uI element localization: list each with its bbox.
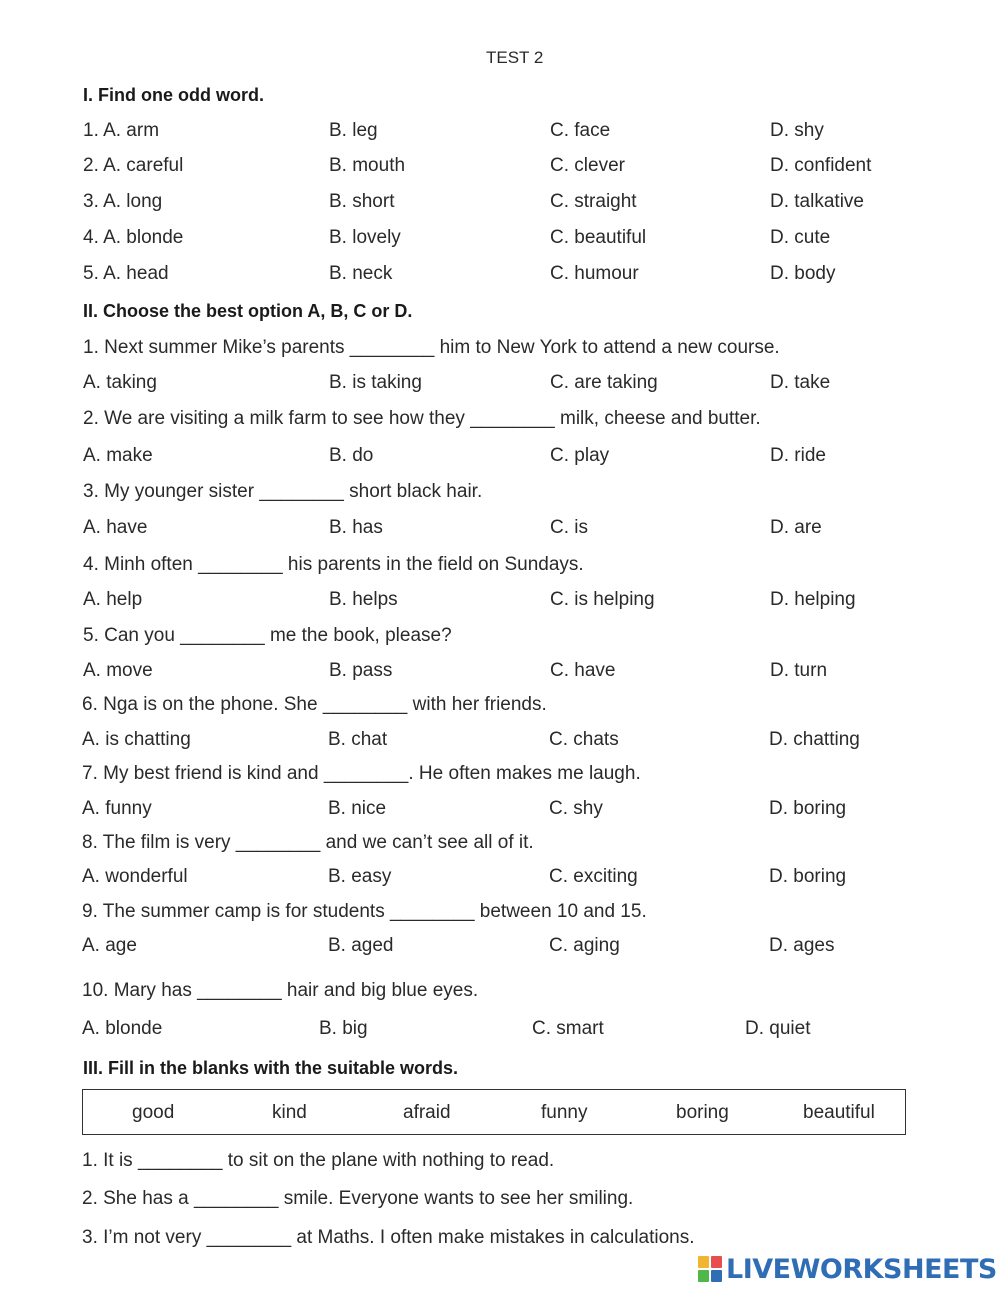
s1-q1-b: B. leg [329, 120, 378, 141]
s2-q7-a[interactable]: A. funny [82, 798, 152, 819]
s1-q3-a: 3. A. long [83, 191, 163, 212]
word-bank-item: boring [676, 1102, 729, 1123]
section-2-heading: II. Choose the best option A, B, C or D. [83, 301, 413, 321]
s1-q3-c: C. straight [550, 191, 637, 212]
s2-q8-text: 8. The film is very ________ and we can’t see all of it. [82, 832, 534, 853]
s2-q3-b[interactable]: B. has [329, 517, 383, 538]
s2-q1-a[interactable]: A. taking [83, 372, 157, 393]
s2-q5-a[interactable]: A. move [83, 660, 153, 681]
s2-q7-text: 7. My best friend is kind and ________. He often makes me laugh. [82, 763, 641, 784]
s1-q5-a: 5. A. head [83, 263, 169, 284]
s2-q9-b[interactable]: B. aged [328, 935, 394, 956]
s3-sentence-3: 3. I’m not very ________ at Maths. I often make mistakes in calculations. [82, 1227, 695, 1248]
s2-q4-a[interactable]: A. help [83, 589, 143, 610]
s1-q5-c: C. humour [550, 263, 639, 284]
logo-grid-icon [698, 1256, 722, 1282]
section-3-heading: III. Fill in the blanks with the suitable words. [83, 1058, 459, 1078]
s1-q1-a: 1. A. arm [83, 120, 160, 141]
s2-q1-c[interactable]: C. are taking [550, 372, 658, 393]
s2-q7-c[interactable]: C. shy [549, 798, 603, 819]
s2-q6-d[interactable]: D. chatting [769, 729, 860, 750]
s1-q4-c: C. beautiful [550, 227, 647, 248]
s2-q3-c[interactable]: C. is [550, 517, 588, 538]
s2-q4-d[interactable]: D. helping [770, 589, 856, 610]
s2-q10-c[interactable]: C. smart [532, 1018, 604, 1039]
word-bank-item: beautiful [803, 1102, 875, 1123]
s3-sentence-2: 2. She has a ________ smile. Everyone wants to see her smiling. [82, 1188, 634, 1209]
s2-q6-a[interactable]: A. is chatting [82, 729, 191, 750]
s3-sentence-1: 1. It is ________ to sit on the plane with nothing to read. [82, 1150, 555, 1171]
s2-q7-b[interactable]: B. nice [328, 798, 387, 819]
s2-q2-b[interactable]: B. do [329, 445, 374, 466]
s1-q3-b: B. short [329, 191, 395, 212]
s2-q6-b[interactable]: B. chat [328, 729, 388, 750]
s2-q8-c[interactable]: C. exciting [549, 866, 638, 887]
s2-q2-text: 2. We are visiting a milk farm to see how they ________ milk, cheese and butter. [83, 408, 761, 429]
s2-q10-text: 10. Mary has ________ hair and big blue eyes. [82, 980, 479, 1001]
logo-square [711, 1270, 722, 1282]
s1-q5-b: B. neck [329, 263, 393, 284]
s1-q5-d: D. body [770, 263, 836, 284]
s2-q9-d[interactable]: D. ages [769, 935, 835, 956]
s2-q2-c[interactable]: C. play [550, 445, 610, 466]
s2-q6-c[interactable]: C. chats [549, 729, 619, 750]
s2-q8-b[interactable]: B. easy [328, 866, 392, 887]
s1-q3-d: D. talkative [770, 191, 864, 212]
s2-q2-a[interactable]: A. make [83, 445, 153, 466]
s2-q5-c[interactable]: C. have [550, 660, 616, 681]
word-bank-item: afraid [403, 1102, 451, 1123]
s2-q1-b[interactable]: B. is taking [329, 372, 422, 393]
s2-q10-a[interactable]: A. blonde [82, 1018, 163, 1039]
liveworksheets-logo [698, 1253, 997, 1285]
section-1-heading: I. Find one odd word. [83, 85, 264, 105]
s2-q8-d[interactable]: D. boring [769, 866, 847, 887]
s2-q4-text: 4. Minh often ________ his parents in the field on Sundays. [83, 554, 584, 575]
s2-q3-a[interactable]: A. have [83, 517, 148, 538]
word-bank-item: kind [272, 1102, 307, 1123]
s2-q5-d[interactable]: D. turn [770, 660, 828, 681]
s2-q10-d[interactable]: D. quiet [745, 1018, 811, 1039]
logo-square [711, 1256, 722, 1268]
s2-q9-a[interactable]: A. age [82, 935, 137, 956]
s2-q10-b[interactable]: B. big [319, 1018, 368, 1039]
s1-q2-b: B. mouth [329, 155, 406, 176]
logo-text: LIVEWORKSHEETS [726, 1253, 997, 1285]
s1-q2-c: C. clever [550, 155, 625, 176]
s1-q1-d: D. shy [770, 120, 824, 141]
word-bank-item: funny [541, 1102, 588, 1123]
s1-q2-d: D. confident [770, 155, 872, 176]
s2-q3-d[interactable]: D. are [770, 517, 822, 538]
s1-q2-a: 2. A. careful [83, 155, 184, 176]
s1-q4-b: B. lovely [329, 227, 401, 248]
logo-square [698, 1256, 709, 1268]
page-title: TEST 2 [486, 48, 544, 67]
s2-q1-d[interactable]: D. take [770, 372, 831, 393]
s2-q5-text: 5. Can you ________ me the book, please? [83, 625, 452, 646]
s2-q4-c[interactable]: C. is helping [550, 589, 655, 610]
s2-q1-text: 1. Next summer Mike’s parents ________ him to New York to attend a new course. [83, 337, 780, 358]
s1-q4-a: 4. A. blonde [83, 227, 184, 248]
s2-q8-a[interactable]: A. wonderful [82, 866, 188, 887]
s2-q6-text: 6. Nga is on the phone. She ________ with her friends. [82, 694, 547, 715]
logo-square [698, 1270, 709, 1282]
s2-q7-d[interactable]: D. boring [769, 798, 847, 819]
word-bank-item: good [132, 1102, 175, 1123]
s1-q4-d: D. cute [770, 227, 831, 248]
s2-q3-text: 3. My younger sister ________ short black hair. [83, 481, 483, 502]
s2-q4-b[interactable]: B. helps [329, 589, 398, 610]
s1-q1-c: C. face [550, 120, 611, 141]
s2-q2-d[interactable]: D. ride [770, 445, 826, 466]
word-bank [82, 1089, 906, 1135]
s2-q5-b[interactable]: B. pass [329, 660, 393, 681]
s2-q9-text: 9. The summer camp is for students ________ between 10 and 15. [82, 901, 647, 922]
s2-q9-c[interactable]: C. aging [549, 935, 620, 956]
